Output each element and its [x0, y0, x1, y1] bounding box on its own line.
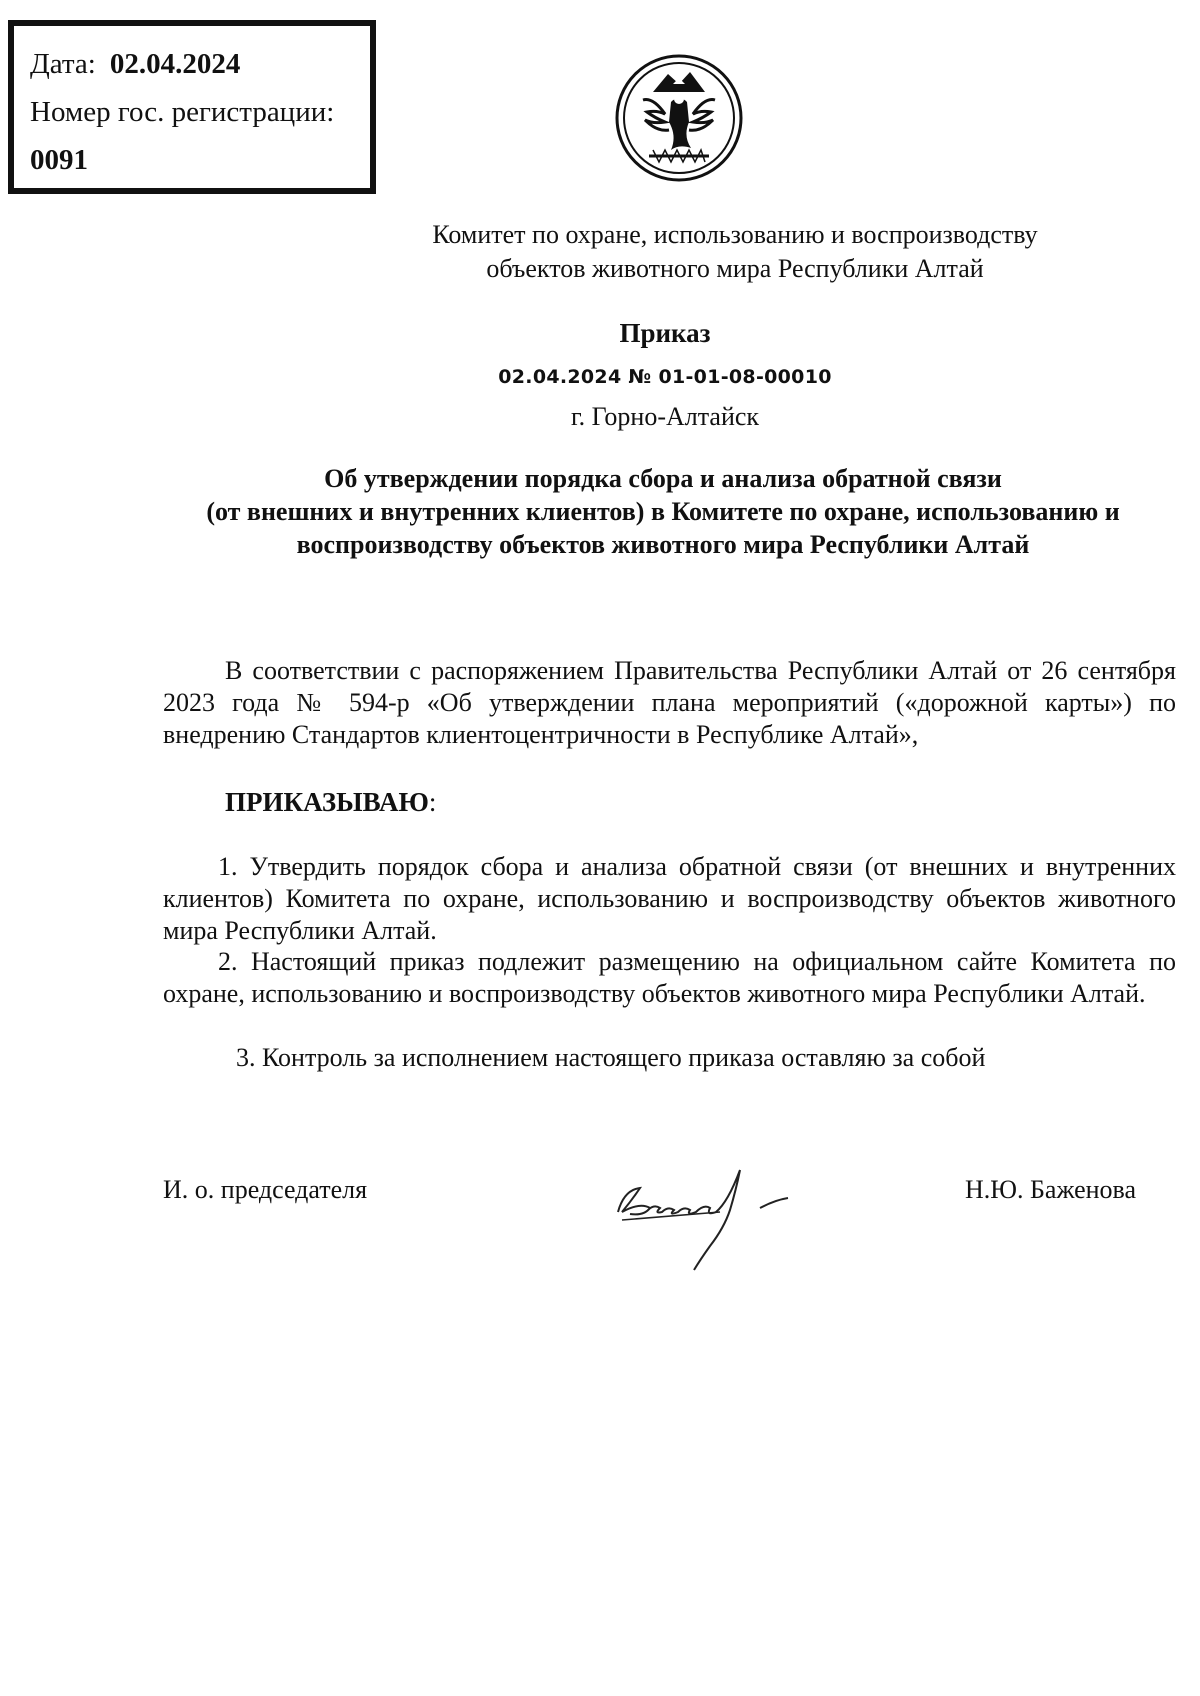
- coat-of-arms-icon: [613, 52, 745, 184]
- document-date-number: 02.04.2024 № 01-01-08-00010: [498, 366, 832, 388]
- organization-line-2: объектов животного мира Республики Алтай: [486, 254, 984, 283]
- order-item-2: 2. Настоящий приказ подлежит размещению на официальном сайте Комитета по охране, использованию и воспроизводству объектов животного мира Республики Алтай.: [163, 947, 1176, 1008]
- registration-stamp: [8, 20, 376, 194]
- registration-date-value: 02.04.2024: [109, 48, 241, 80]
- registration-number-value: 0091: [30, 144, 88, 176]
- signatory-position: И. о. председателя: [163, 1175, 368, 1204]
- document-type: Приказ: [619, 318, 711, 348]
- subject-line-1: Об утверждении порядка сбора и анализа обратной связи: [324, 464, 1002, 493]
- registration-date-label: Дата:: [30, 48, 96, 80]
- subject-line-2: (от внешних и внутренних клиентов) в Комитете по охране, использованию и: [206, 497, 1120, 526]
- order-item-1: 1. Утвердить порядок сбора и анализа обратной связи (от внешних и внутренних клиентов) Комитета по охране, использованию и воспроизводству объектов животного мира Республики Алтай.: [163, 852, 1176, 945]
- intro-paragraph: В соответствии с распоряжением Правительства Республики Алтай от 26 сентября 2023 года № 594-р «Об утверждении плана мероприятий («дорожной карты») по внедрению Стандартов клиентоцентричности в Республике Алтай»,: [163, 656, 1176, 749]
- order-item-3: 3. Контроль за исполнением настоящего приказа оставляю за собой: [236, 1043, 986, 1072]
- signatory-name: Н.Ю. Баженова: [965, 1175, 1137, 1204]
- registration-date: [30, 48, 240, 81]
- registration-number-label: Номер гос. регистрации:: [30, 96, 335, 128]
- document-subject: [150, 462, 1176, 561]
- organization-name: [150, 218, 1200, 286]
- organization-line-1: Комитет по охране, использованию и воспроизводству: [432, 220, 1038, 249]
- order-heading-colon: :: [428, 787, 437, 817]
- subject-line-3: воспроизводству объектов животного мира Республики Алтай: [296, 530, 1030, 559]
- handwritten-signature-icon: [610, 1150, 850, 1280]
- order-heading-word: ПРИКАЗЫВАЮ: [225, 787, 429, 817]
- order-heading: [225, 787, 436, 818]
- document-city: г. Горно-Алтайск: [570, 402, 760, 431]
